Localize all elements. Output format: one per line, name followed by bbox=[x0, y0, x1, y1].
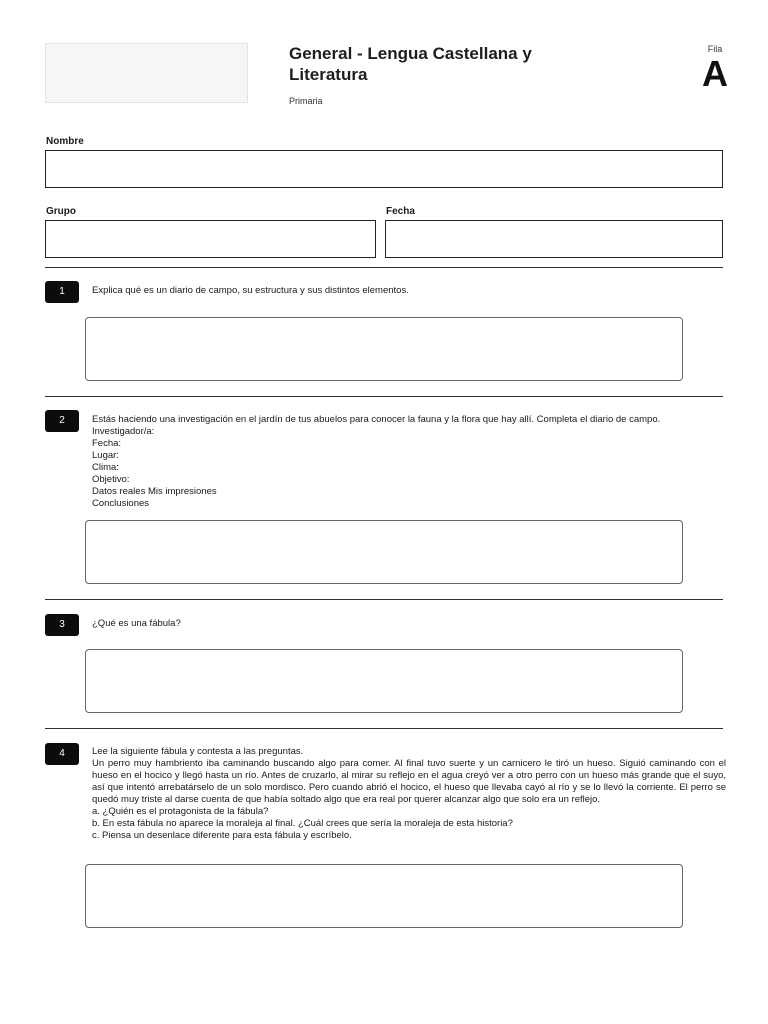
section-divider bbox=[45, 267, 723, 268]
question-1-line: Explica qué es un diario de campo, su estructura y sus distintos elementos. bbox=[92, 285, 409, 296]
nombre-field[interactable] bbox=[45, 150, 723, 188]
question-2-line: Estás haciendo una investigación en el jardín de tus abuelos para conocer la fauna y la flora que hay allí. Completa el diario de campo. bbox=[92, 414, 661, 425]
page-title: General - Lengua Castellana y Literatura bbox=[289, 44, 532, 84]
question-2-line: Conclusiones bbox=[92, 498, 150, 509]
question-3-text bbox=[92, 618, 724, 630]
question-4-line: b. En esta fábula no aparece la moraleja al final. ¿Cuál crees que sería la moraleja de esta historia? bbox=[92, 818, 513, 829]
question-2-text bbox=[92, 414, 724, 510]
fila-label: Fila bbox=[707, 44, 723, 54]
logo-placeholder bbox=[45, 43, 248, 103]
question-2-line: Investigador/a: bbox=[92, 426, 155, 437]
nombre-label: Nombre bbox=[46, 136, 84, 147]
question-number-badge: 3 bbox=[45, 614, 79, 636]
question-4-line: c. Piensa un desenlace diferente para esta fábula y escríbelo. bbox=[92, 830, 352, 841]
section-divider bbox=[45, 728, 723, 729]
question-1-text bbox=[92, 285, 724, 297]
grupo-label: Grupo bbox=[46, 206, 76, 217]
fila-letter: A bbox=[702, 53, 728, 94]
question-4-line: a. ¿Quién es el protagonista de la fábula? bbox=[92, 806, 269, 817]
answer-box-3[interactable] bbox=[85, 649, 683, 713]
question-2-line: Datos reales Mis impresiones bbox=[92, 486, 217, 497]
answer-box-4[interactable] bbox=[85, 864, 683, 928]
section-divider bbox=[45, 396, 723, 397]
question-2-line: Objetivo: bbox=[92, 474, 130, 485]
grupo-field[interactable] bbox=[45, 220, 376, 258]
question-2-line: Clima: bbox=[92, 462, 119, 473]
question-4-line: Lee la siguiente fábula y contesta a las preguntas. bbox=[92, 746, 304, 757]
answer-box-2[interactable] bbox=[85, 520, 683, 584]
fecha-label: Fecha bbox=[386, 206, 415, 217]
question-number-badge: 4 bbox=[45, 743, 79, 765]
question-2-line: Lugar: bbox=[92, 450, 119, 461]
question-2-line: Fecha: bbox=[92, 438, 122, 449]
page-subtitle: Primaria bbox=[289, 96, 323, 106]
question-number-badge: 1 bbox=[45, 281, 79, 303]
question-4-text bbox=[92, 746, 726, 842]
section-divider bbox=[45, 599, 723, 600]
question-3-line: ¿Qué es una fábula? bbox=[92, 618, 181, 629]
answer-box-1[interactable] bbox=[85, 317, 683, 381]
question-number-badge: 2 bbox=[45, 410, 79, 432]
question-4-fable: Un perro muy hambriento iba caminando buscando algo para comer. Al final tuvo suerte y un carnicero le tiró un hueso. Siguió caminando con el hueso en el hocico y llegó hasta un río. Antes de cruzarlo, al mirar su reflejo en el agua creyó ver a otro perro con un hueso más grande que el suyo, así que intentó arrebatárselo de un solo mordisco. Pero cuando abrió el hocico, el hueso que llevaba cayó al río y se lo llevó la corriente. El perro se quedó muy triste al darse cuenta de que había soltado algo que era real por querer alcanzar algo que solo era un reflejo. bbox=[92, 758, 726, 805]
fecha-field[interactable] bbox=[385, 220, 723, 258]
